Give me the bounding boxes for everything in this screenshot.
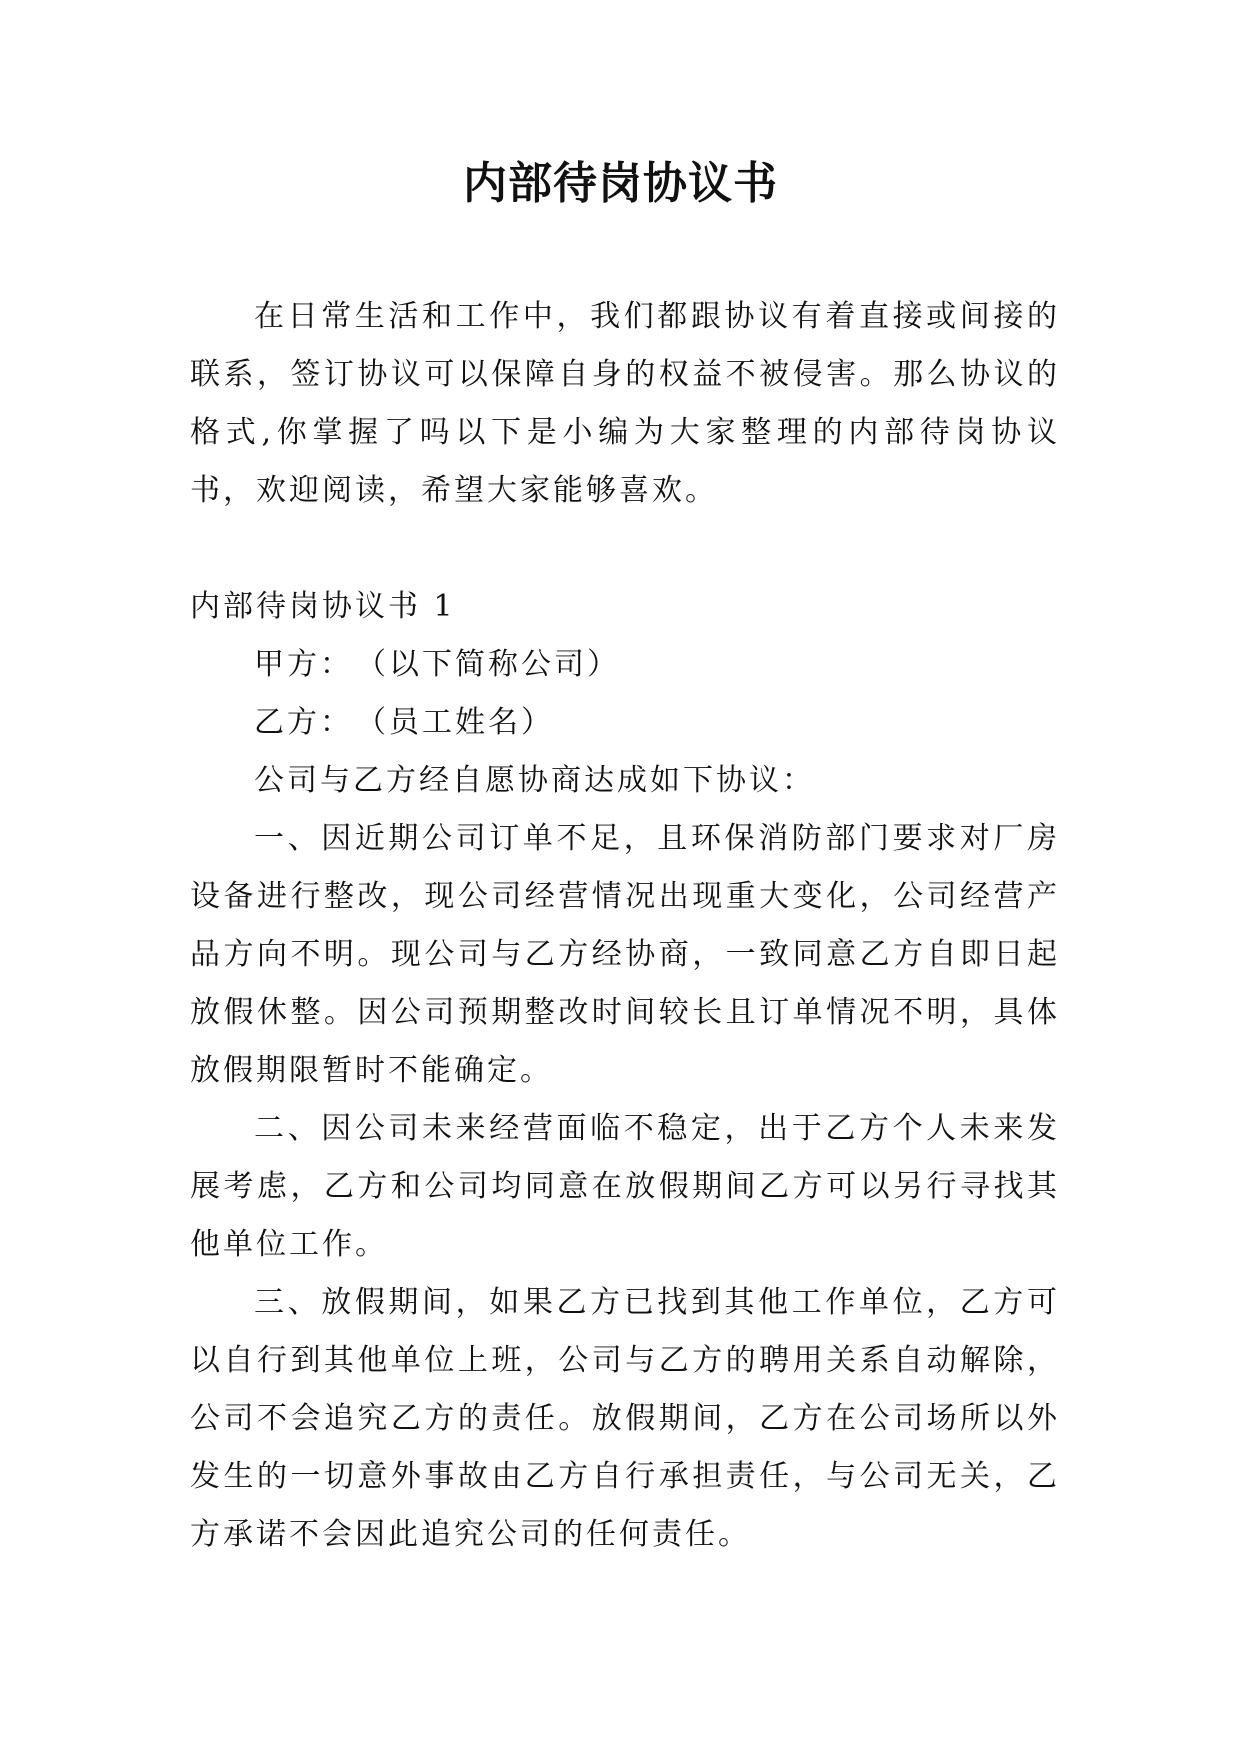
- party-b-line: 乙方： （员工姓名）: [254, 705, 554, 740]
- section-heading: 内部待岗协议书 1: [190, 589, 456, 624]
- agreement-lead: 公司与乙方经自愿协商达成如下协议：: [254, 763, 815, 798]
- party-a-line: 甲方： （以下简称公司）: [254, 647, 620, 682]
- intro-paragraph: 在日常生活和工作中，我们都跟协议有着直接或间接的联系，签订协议可以保障自身的权益不被侵害。那么协议的格式,你掌握了吗以下是小编为大家整理的内部待岗协议书，欢迎阅读，希望大家能够喜欢。: [190, 299, 1060, 508]
- clause-2: 二、因公司未来经营面临不稳定，出于乙方个人未来发展考虑，乙方和公司均同意在放假期间乙方可以另行寻找其他单位工作。: [190, 1111, 1060, 1262]
- clause-3: 三、放假期间，如果乙方已找到其他工作单位，乙方可以自行到其他单位上班，公司与乙方的聘用关系自动解除，公司不会追究乙方的责任。放假期间，乙方在公司场所以外发生的一切意外事故由乙方自行承担责任，与公司无关，乙方承诺不会因此追究公司的任何责任。: [190, 1285, 1060, 1552]
- document-body: [190, 288, 1060, 1564]
- document-title: 内部待岗协议书: [463, 158, 778, 209]
- clause-1: 一、因近期公司订单不足，且环保消防部门要求对厂房设备进行整改，现公司经营情况出现重大变化，公司经营产品方向不明。现公司与乙方经协商，一致同意乙方自即日起放假休整。因公司预期整改时间较长且订单情况不明，具体放假期限暂时不能确定。: [190, 821, 1060, 1088]
